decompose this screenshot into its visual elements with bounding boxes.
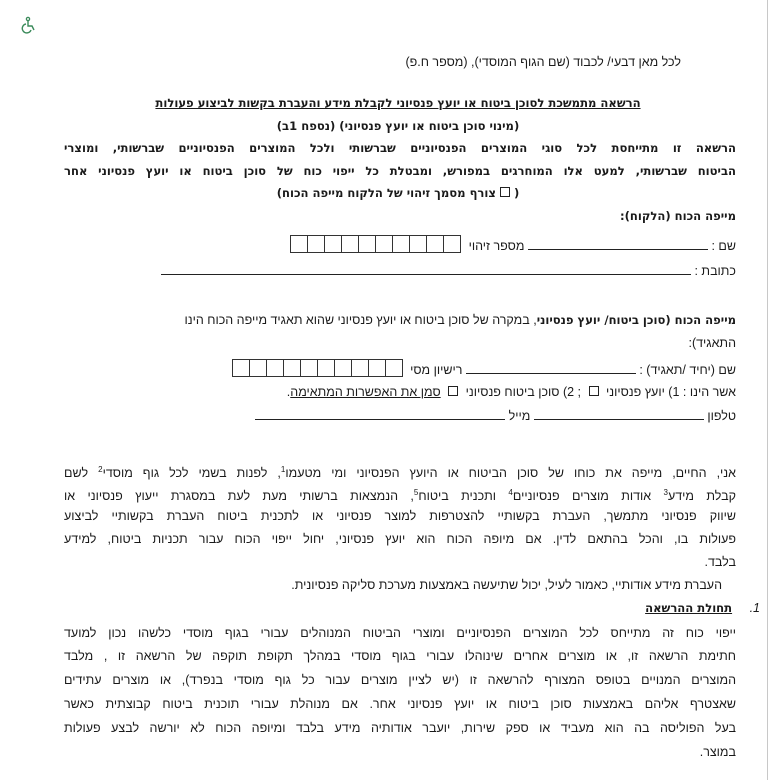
paragraph-1-line-1: אני, החיים, מייפה את כוחו של סוכן הביטוח או היועץ הפנסיוני ומי מטעמו$^1$, לפנות בשמי לכל גוף מוסדי$^2$ לשם [64,465,736,481]
phone-label: טלפון [707,409,736,423]
section-1-line-2: חתימת הרשאה זו, או מוצרים אחרים שינוהלו עבורי בגוף מוסדי במהלך תקופת תוקפה של הרשאה זו , מלבד [64,649,736,663]
section-1-line-5: בעל הפוליסה בה הוא מעביד או ספק שירות, יועבר אודותיה מידע בלבד ומיופה הכוח לא יורשה לבצע פעולות [64,721,736,735]
document-page [60,0,760,780]
paragraph-1-line-4: פעולות בו, והכל בהתאם לדין. אם מיופה הכוח הוא יועץ פנסיוני, יחול ייפוי הכוח עבור תכניות ביטוח, למידע [64,532,736,546]
section-1-line-6: במוצר. [699,745,736,759]
id-document-note: (צורף מסמך זיהוי של הלקוח מייפה הכוח) [276,186,520,200]
document-subtitle: (מינוי סוכן ביטוח או יועץ פנסיוני) (נספח 1ב) [276,119,520,133]
client-name-row [287,235,736,254]
agent-name-label: שם (יחיד /תאגיד) : [639,363,736,377]
paragraph-1-line-3: שיווק פנסיוני מתמשך, העברת בקשותיי להצטרפות למוצר פנסיוני או לתכנית ביטוח העברת בקשותיי לביצוע [64,509,736,523]
transfer-line: העברת מידע אודותיי, כאמור לעיל, יכול שתיעשה באמצעות מערכת סליקה פנסיונית. [291,578,722,592]
id-document-checkbox[interactable] [500,187,510,197]
section-1-heading: 1. תחולת ההרשאה [645,601,760,615]
pension-advisor-checkbox[interactable] [589,386,599,396]
paragraph-1-line-2: קבלת מידע$^3$ אודות מוצרים פנסיוניים$^4$ ותכנית ביטוח$^5$, הנמצאות ברשותי מעת לעת במסגרת ייעוץ פנסיוני או [64,488,737,504]
name-label: שם : [711,239,736,253]
agent-name-row [229,359,736,378]
id-label: מספר זיהוי [468,239,525,253]
section-1-line-1: ייפוי כוח זה מתייחס לכל המוצרים הפנסיוניים ומוצרי הביטוח המנוהלים עבורי בגוף מוסדי כלשהו נכון למועד [64,626,736,640]
address-field[interactable] [161,262,691,275]
client-address-row [161,262,736,279]
address-label: כתובת : [694,264,736,278]
section-1-line-3: המוצרים המנויים בטופס המצורף להרשאה זו (יש לציין מוצרים עבור כל גוף מוסדי בנפרד), או מוצרים עתידים [64,673,736,687]
client-heading: מייפה הכוח (הלקוח): [619,209,736,223]
contact-row [255,407,736,424]
pension-agent-checkbox[interactable] [448,386,458,396]
agent-role-row: אשר הינו : 1) יועץ פנסיוני ; 2) סוכן ביטוח פנסיוני סמן את האפשרות המתאימה. [286,385,736,399]
wheelchair-icon[interactable] [20,16,38,34]
mail-label: מייל [508,409,531,423]
page-margin [741,0,768,780]
greeting: לכל מאן דבעי/ לכבוד (שם הגוף המוסדי), (מספר ח.פ) [405,55,681,69]
scope-line-1: הרשאה זו מתייחסת לכל סוגי המוצרים הפנסיוניים שברשותי ולכל המוצרים הפנסיוניים שברשותי, ומוצרי [64,141,736,155]
section-1-line-4: שאצטרף אליהם באמצעות סוכן ביטוח או יועץ פנסיוני אחר. אם מנוהלת עבורי תוכנית ביטוח קבוצתית כאשר [64,697,736,711]
agent-name-field[interactable] [466,361,636,374]
paragraph-1-line-5: בלבד. [704,555,736,569]
document-title: הרשאה מתמשכת לסוכן ביטוח או יועץ פנסיוני לקבלת מידע והעברת בקשות לביצוע פעולות [155,96,641,110]
agent-heading-cont: התאגיד): [688,336,736,350]
scope-line-2: הביטוח שברשותי, למעט אלו המוחרגים במפורש, ומבטלת כל ייפוי כוח של סוכן ביטוח או יועץ פנסיוני אחר [64,164,736,178]
mail-field[interactable] [255,407,505,420]
name-field[interactable] [528,237,708,250]
id-number-boxes[interactable] [291,235,461,253]
license-label: רישיון מסי [410,363,463,377]
phone-field[interactable] [534,407,704,420]
agent-heading: מייפה הכוח (סוכן ביטוח/ יועץ פנסיוני, במקרה של סוכן ביטוח או יועץ פנסיוני שהוא תאגיד מייפה הכוח הינו [184,313,736,327]
license-number-boxes[interactable] [233,359,403,377]
